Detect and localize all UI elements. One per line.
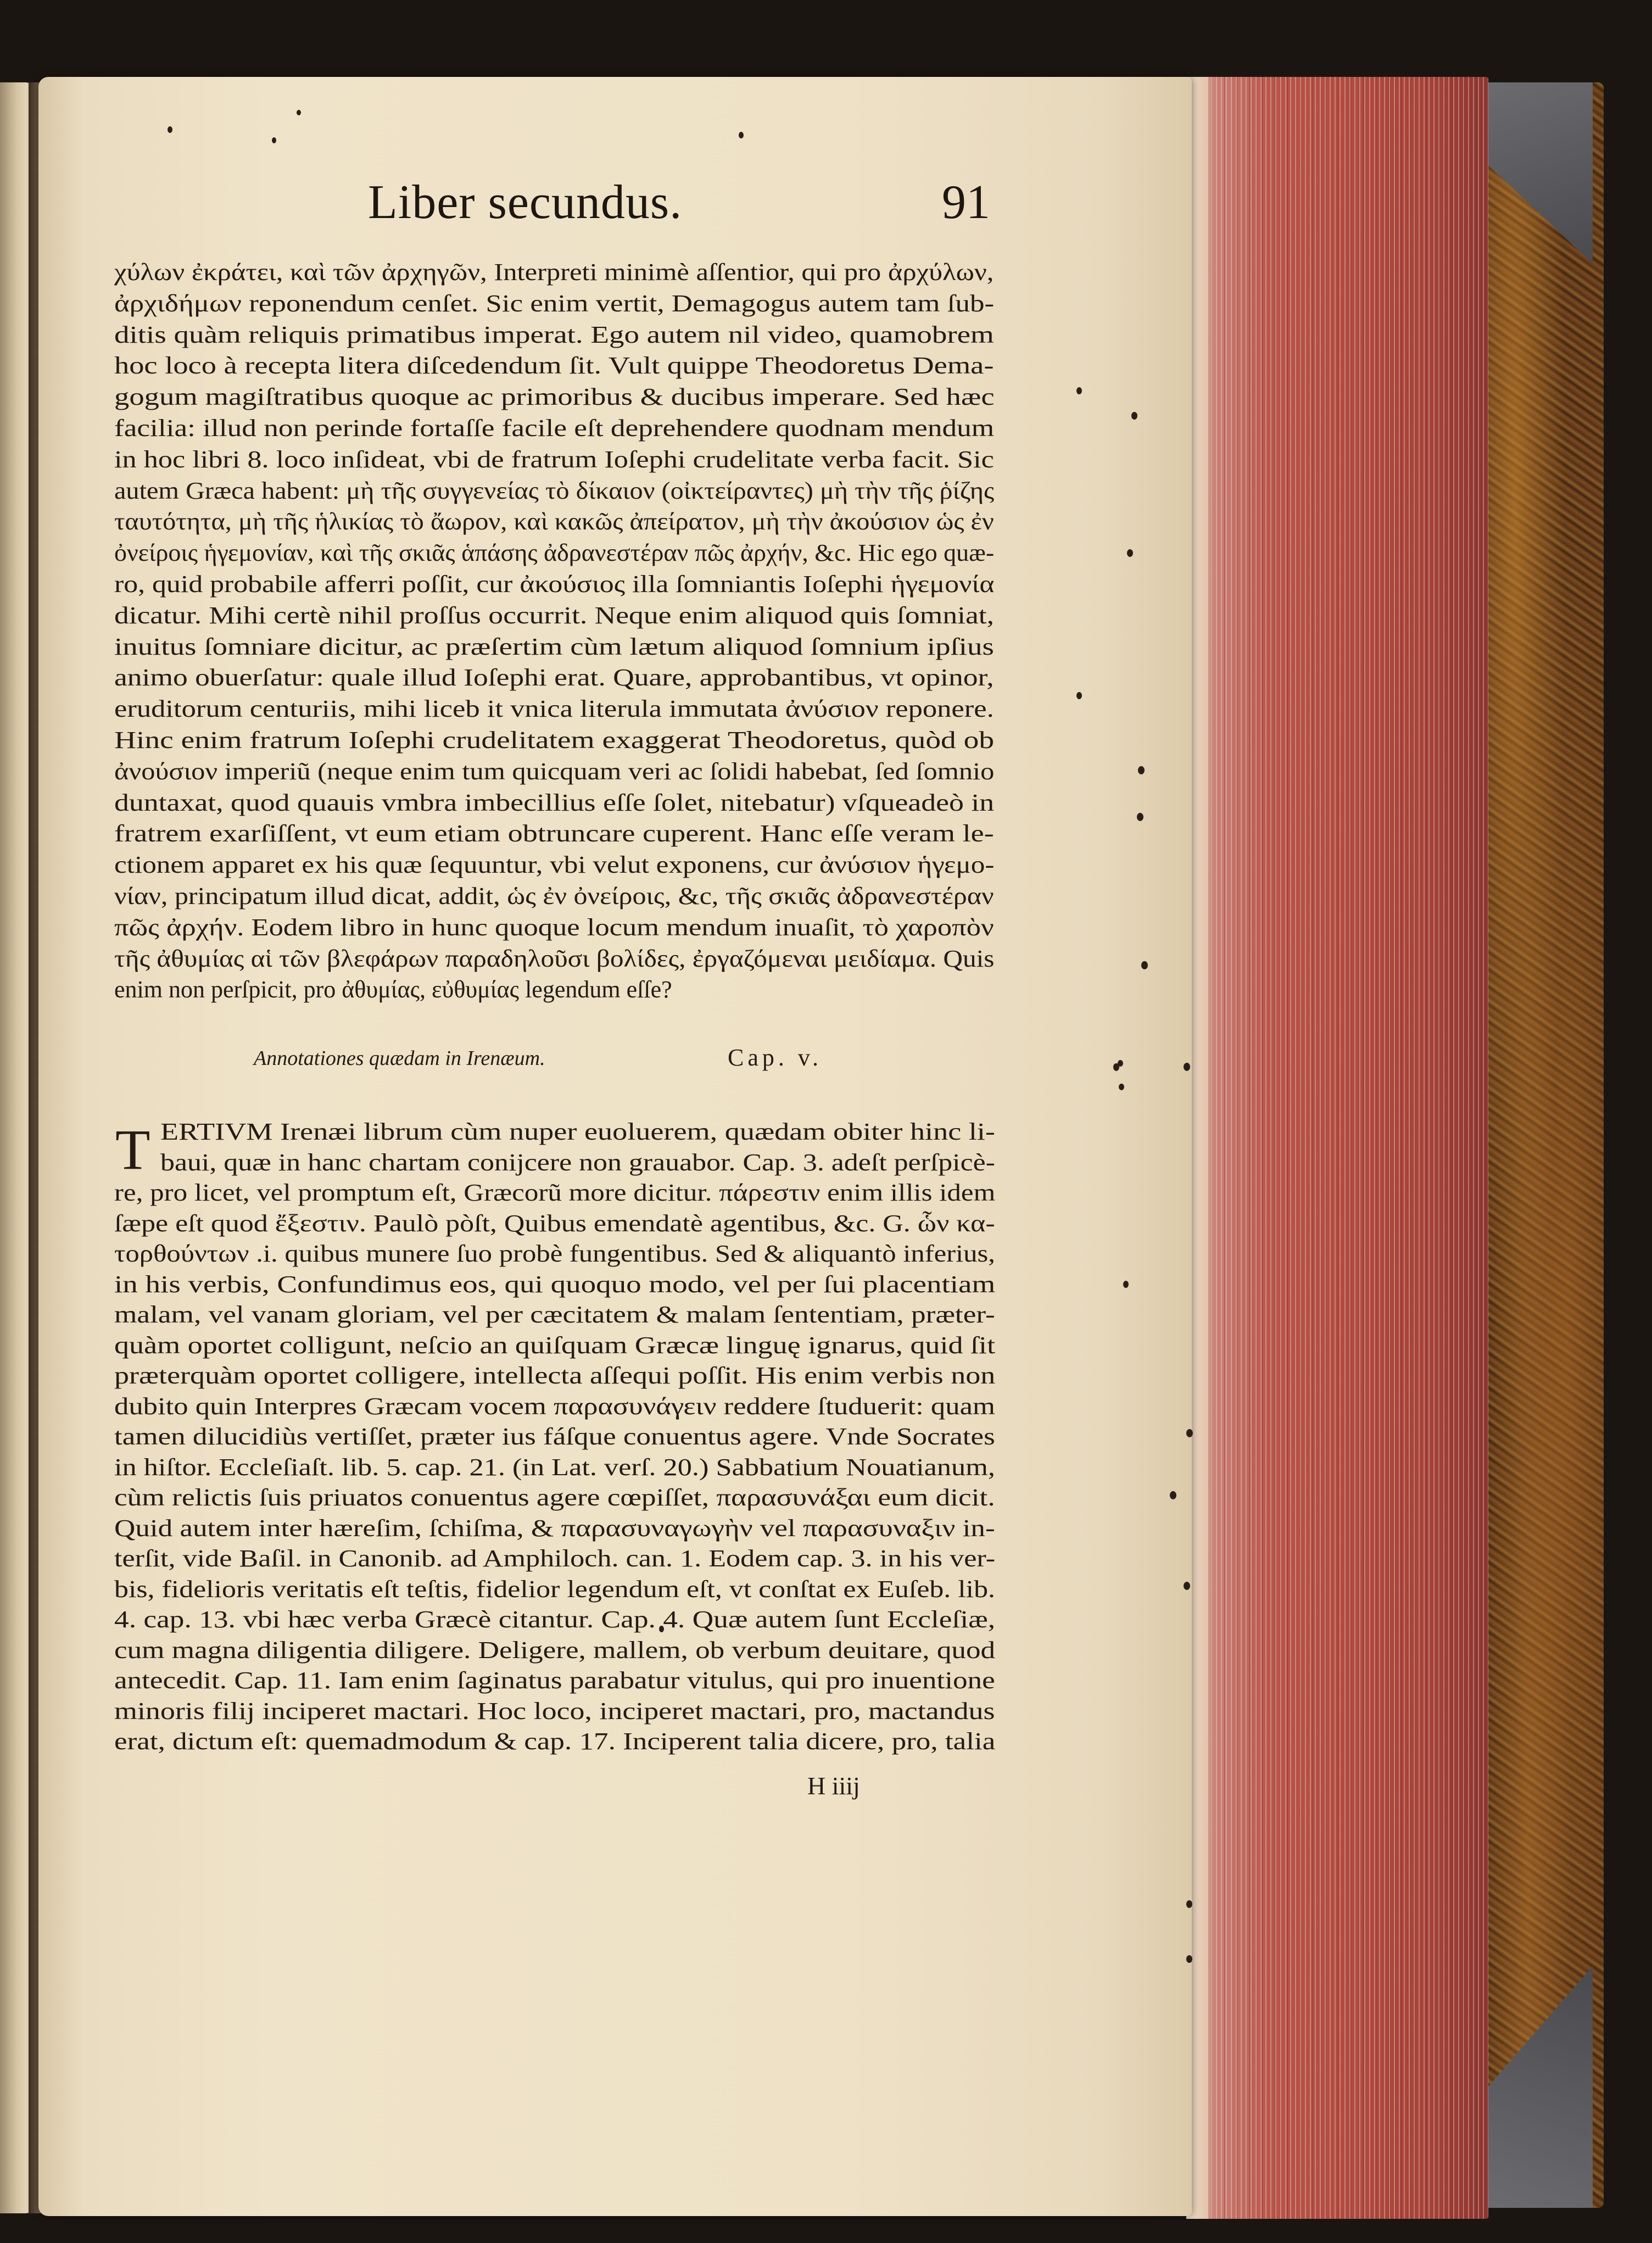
text-line: ἀρχιδήμων reponendum cenſet. Sic enim vertit, Demagogus autem tam ſub- — [114, 289, 995, 317]
text-line: terſit, vide Baſil. in Canonib. ad Amphiloch. can. 1. Eodem cap. 3. in his ver- — [114, 1545, 996, 1572]
text-line: bis, fidelioris veritatis eſt teſtis, fidelior legendum eſt, vt conſtat ex Euſeb. lib. — [114, 1575, 996, 1603]
text-line: gogum magiſtratibus quoque ac primoribus & ducibus imperare. Sed hæc — [114, 383, 995, 411]
text-line: dubito quin Interpres Græcam vocem παρασυνάγειν reddere ſtuduerit: quam — [114, 1392, 995, 1420]
text-line: cum magna diligentia diligere. Deligere, mallem, ob verbum deuitare, quod — [114, 1636, 996, 1664]
chapter-number: Cap. v. — [728, 1044, 823, 1071]
text-line: in his verbis, Confundimus eos, qui quoquo modo, vel per ſui placentiam — [114, 1270, 996, 1298]
text-line: fratrem exarſiſſent, vt eum etiam obtruncare cuperent. Hanc eſſe veram le- — [114, 820, 994, 847]
text-line: minoris filij inciperet mactari. Hoc loco, inciperet mactari, pro, mactandus — [114, 1697, 995, 1725]
text-line: ἀνούσιον imperiũ (neque enim tum quicquam veri ac ſolidi habebat, ſed ſomnio — [114, 757, 995, 785]
text-line: erat, dictum eſt: quemadmodum & cap. 17. Inciperent talia dicere, pro, talia — [114, 1728, 996, 1755]
text-line: quàm oportet colligunt, neſcio an quiſquam Græcæ linguę ignarus, quid ſit — [114, 1331, 996, 1359]
text-line: tamen dilucidiùs vertiſſet, præter ius fáſque conuentus agere. Vnde Socrates — [114, 1423, 995, 1450]
text-line: ditis quàm reliquis primatibus imperat. Ego autem nil video, quamobrem — [114, 321, 994, 348]
text-line: inuitus ſomniare dicitur, ac præſertim cùm lætum aliquod ſomnium ipſius — [114, 633, 994, 660]
running-header: Liber secundus. — [368, 176, 683, 229]
text-line: re, pro licet, vel promptum eſt, Græcorũ more dicitur. πάρεστιν enim illis idem — [114, 1179, 996, 1206]
text-line: cùm relictis ſuis priuatos conuentus agere cœpiſſet, παρασυνάξαι eum dicit. — [114, 1484, 995, 1511]
chapter-title: Annotationes quædam in Irenæum. — [254, 1047, 545, 1070]
red-fore-edge — [1186, 77, 1488, 2219]
drop-capital: T — [115, 1118, 150, 1181]
text-line: νίαν, principatum illud dicat, addit, ὡς ἐν ὀνείροις, &c, τῆς σκιᾶς ἀδρανεστέραν — [114, 883, 994, 910]
text-line: in hoc libri 8. loco inſideat, vbi de fratrum Ioſephi crudelitate verba facit. Sic — [114, 445, 994, 473]
text-line: Quid autem inter hæreſim, ſchiſma, & παρασυναγωγὴν vel παρασυναξιν in- — [114, 1514, 995, 1542]
text-line: antecedit. Cap. 11. Iam enim ſaginatus parabatur vitulus, qui pro inuentione — [114, 1667, 995, 1694]
text-line: enim non perſpicit, pro ἀθυμίας, εὐθυμίας legendum eſſe? — [114, 976, 672, 1003]
text-line: ro, quid probabile afferri poſſit, cur ἀκούσιος illa ſomniantis Ioſephi ἡγεμονία — [114, 571, 995, 598]
text-line: eruditorum centuriis, mihi liceb it vnica literula immutata ἀνύσιον reponere. — [114, 695, 994, 723]
text-line: Hinc enim fratrum Ioſephi crudelitatem exaggerat Theodoretus, quòd ob — [114, 727, 995, 754]
text-line: facilia: illud non perinde fortaſſe facile eſt deprehendere quodnam mendum — [114, 415, 995, 442]
page-number: 91 — [942, 176, 990, 229]
text-line: ſæpe eſt quod ἔξεστιν. Paulò pòſt, Quibus emendatè agentibus, &c. G. ὧν κα- — [114, 1209, 995, 1237]
text-line: autem Græca habent: μὴ τῆς συγγενείας τὸ δίκαιον (οἰκτείραντες) μὴ τὴν τῆς ῥίζης — [114, 477, 995, 504]
text-line: τορθούντων .i. quibus munere ſuo probè fungentibus. Sed & aliquantò inferius, — [114, 1240, 995, 1267]
text-line: ταυτότητα, μὴ τῆς ἡλικίας τὸ ἄωρον, καὶ κακῶς ἀπείρατον, μὴ τὴν ἀκούσιον ὡς ἐν — [114, 508, 994, 535]
text-line: malam, vel vanam gloriam, vel per cæcitatem & malam ſententiam, præter- — [114, 1301, 995, 1328]
signature-mark: H iiij — [807, 1772, 860, 1800]
marbled-cover-board — [1477, 82, 1604, 2208]
text-line: dicatur. Mihi certè nihil proſſus occurrit. Neque enim aliquod quis ſomniat, — [114, 601, 995, 629]
text-line: 4. cap. 13. vbi hæc verba Græcè citantur. Cap. 4. Quæ autem ſunt Eccleſiæ, — [114, 1606, 996, 1633]
text-line: χύλων ἐκράτει, καὶ τῶν ἀρχηγῶν, Interpreti minimè aſſentior, qui pro ἀρχύλων, — [114, 259, 994, 286]
text-line: πῶς ἀρχήν. Eodem libro in hunc quoque locum mendum inuaſit, τὸ χαροπὸν — [114, 913, 994, 941]
text-line: ERTIVM Irenæi librum cùm nuper euoluerem, quædam obiter hinc li- — [160, 1118, 996, 1145]
text-line: ctionem apparet ex his quæ ſequuntur, vbi velut exponens, cur ἀνύσιον ἡγεμο- — [114, 851, 995, 879]
text-line: baui, quæ in hanc chartam conijcere non grauabor. Cap. 3. adeſt perſpicè- — [160, 1148, 995, 1176]
text-line: in hiſtor. Eccleſiaſt. lib. 5. cap. 21. (in Lat. verſ. 20.) Sabbatium Nouatianum, — [114, 1453, 995, 1481]
text-line: τῆς ἀθυμίας αἱ τῶν βλεφάρων παραδηλοῦσι βολίδες, ἐργαζόμεναι μειδίαμα. Quis — [114, 945, 995, 972]
text-line: præterquàm oportet colligere, intellecta aſſequi poſſit. His enim verbis non — [114, 1362, 996, 1389]
text-line: ὀνείροις ἡγεμονίαν, καὶ τῆς σκιᾶς ἁπάσης ἀδρανεστέραν πῶς ἀρχήν, &c. Hic ego quæ- — [114, 539, 995, 567]
text-line: duntaxat, quod quauis vmbra imbecillius eſſe ſolet, nitebatur) vſqueadeò in — [114, 789, 995, 816]
text-line: animo obuerſatur: quale illud Ioſephi erat. Quare, approbantibus, vt opinor, — [114, 664, 994, 691]
text-line: hoc loco à recepta litera diſcedendum ſit. Vult quippe Theodoretus Dema- — [114, 352, 994, 380]
